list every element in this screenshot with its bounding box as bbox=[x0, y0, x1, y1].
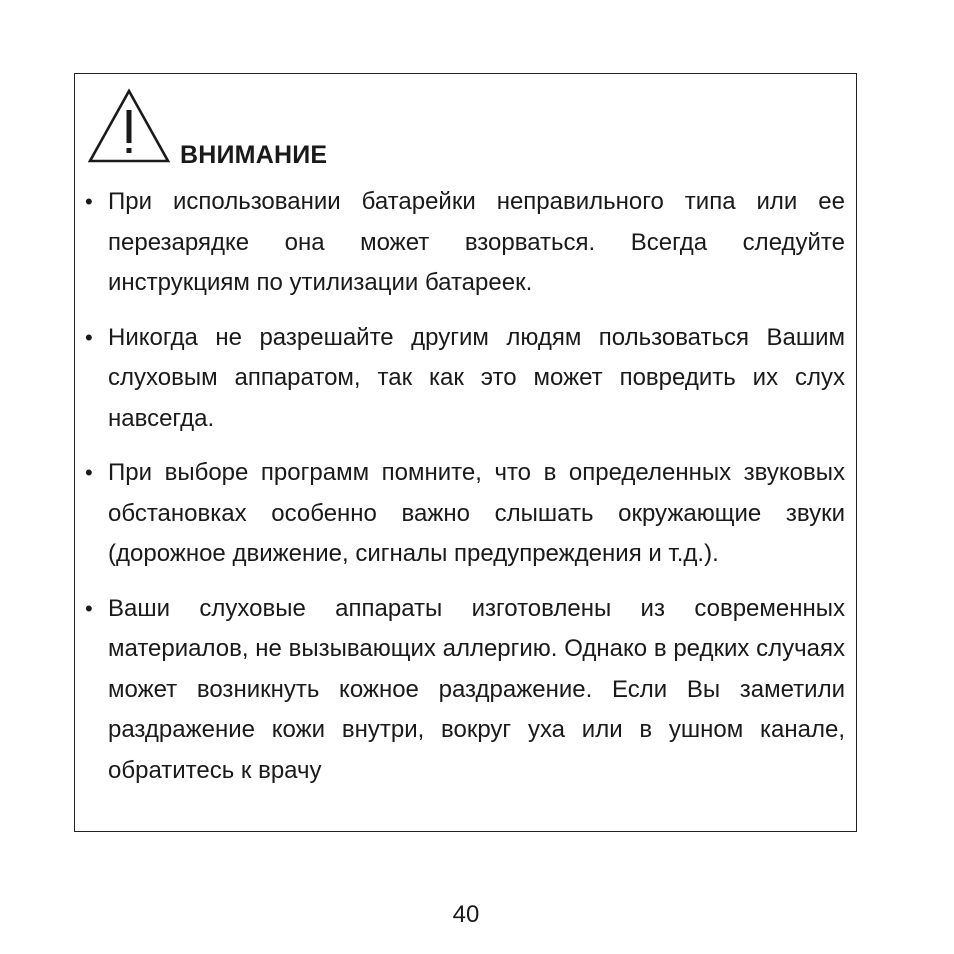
list-item-text: Никогда не разрешайте другим людям пользоваться Вашим слуховым аппаратом, так как это может повредить их слух навсегда. bbox=[108, 323, 845, 432]
list-item-text: При выборе программ помните, что в определенных звуковых обстановках особенно важно слышать окружающие звуки (дорожное движение, сигналы предупреждения и т.д.). bbox=[108, 459, 845, 567]
warning-list bbox=[75, 182, 856, 805]
bullet-mark: • bbox=[85, 324, 93, 350]
list-item bbox=[75, 182, 856, 304]
page-number: 40 bbox=[452, 901, 480, 928]
list-item bbox=[75, 453, 856, 575]
list-item-text: При использовании батарейки неправильного типа или ее перезарядке она может взорваться. Всегда следуйте инструкциям по утилизации батареек. bbox=[108, 188, 845, 296]
list-item bbox=[75, 589, 856, 792]
warning-heading: ВНИМАНИЕ bbox=[180, 141, 328, 169]
bullet-mark: • bbox=[85, 189, 93, 214]
bullet-mark: • bbox=[85, 460, 93, 485]
list-item bbox=[75, 318, 856, 440]
warning-header bbox=[87, 88, 587, 169]
list-item-text: Ваши слуховые аппараты изготовлены из современных материалов, не вызывающих аллергию. Однако в редких случаях может возникнуть кожное раздражение. Если Вы заметили раздражение кожи внутри, вокруг уха или в ушном канале, обратитесь к врачу bbox=[108, 594, 845, 784]
warning-box bbox=[74, 73, 857, 832]
bullet-mark: • bbox=[85, 595, 93, 621]
warning-triangle-icon bbox=[87, 88, 171, 164]
